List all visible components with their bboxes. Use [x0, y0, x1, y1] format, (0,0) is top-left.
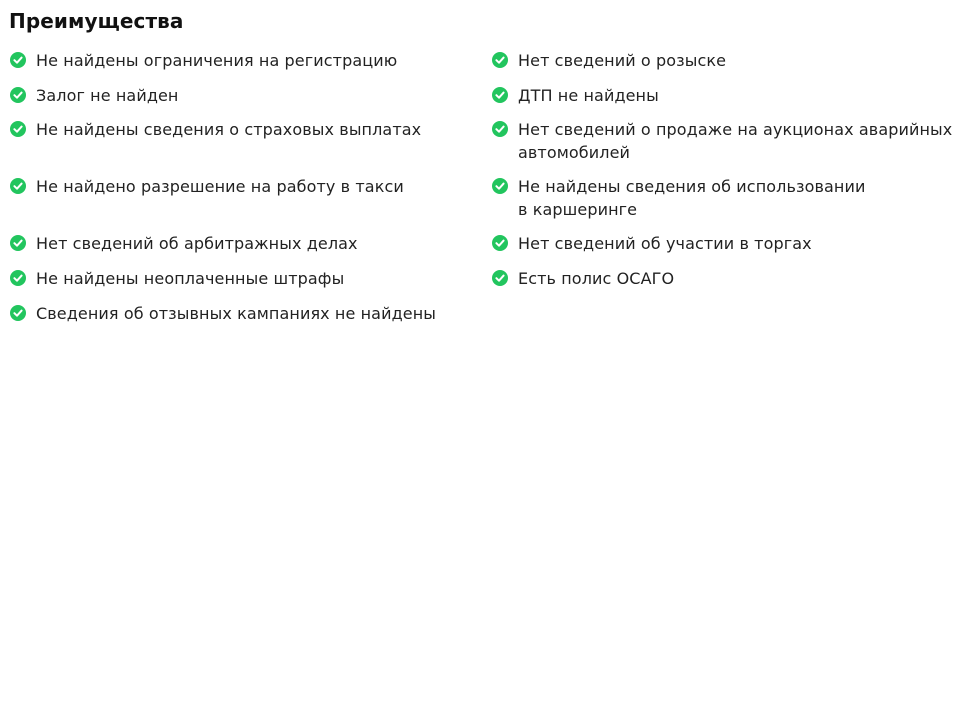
advantage-item-taxi: [10, 175, 404, 198]
advantage-item-accidents: [492, 84, 960, 107]
advantage-label: Не найдены сведения о страховых выплатах: [36, 120, 422, 139]
advantage-label: Нет сведений о продаже на аукционах аварийных автомобилей: [518, 120, 953, 162]
advantage-label: Нет сведений об арбитражных делах: [36, 234, 358, 253]
advantage-label: Не найдены сведения об использовании в каршеринге: [518, 177, 866, 219]
section-title: Преимущества: [9, 9, 184, 33]
advantage-label: Сведения об отзывных кампаниях не найдены: [36, 304, 436, 323]
check-circle-icon: [10, 52, 26, 68]
check-circle-icon: [10, 87, 26, 103]
advantage-item-recalls: [10, 302, 436, 325]
advantage-label: Есть полис ОСАГО: [518, 269, 675, 288]
advantage-item-pledge: [10, 84, 179, 107]
check-circle-icon: [492, 270, 508, 286]
check-circle-icon: [10, 121, 26, 137]
check-circle-icon: [10, 270, 26, 286]
check-circle-icon: [492, 121, 508, 137]
advantage-label: ДТП не найдены: [518, 86, 659, 105]
check-circle-icon: [492, 87, 508, 103]
advantage-item-arbitration: [10, 232, 358, 255]
advantage-item-osago: [492, 267, 960, 290]
advantage-item-trades: [492, 232, 960, 255]
check-circle-icon: [492, 178, 508, 194]
check-circle-icon: [10, 178, 26, 194]
check-circle-icon: [492, 52, 508, 68]
check-circle-icon: [10, 305, 26, 321]
advantage-item-insurance: [10, 118, 421, 141]
advantage-label: Нет сведений об участии в торгах: [518, 234, 812, 253]
advantage-label: Залог не найден: [36, 86, 179, 105]
advantage-label: Не найдены ограничения на регистрацию: [36, 51, 398, 70]
check-circle-icon: [492, 235, 508, 251]
advantage-label: Не найдены неоплаченные штрафы: [36, 269, 345, 288]
advantage-item-carsharing: [492, 175, 960, 221]
advantage-item-auctions: [492, 118, 960, 164]
advantage-label: Нет сведений о розыске: [518, 51, 727, 70]
advantage-label: Не найдено разрешение на работу в такси: [36, 177, 404, 196]
advantage-item-wanted: [492, 49, 960, 72]
advantage-item-fines: [10, 267, 344, 290]
check-circle-icon: [10, 235, 26, 251]
advantage-item-registration: [10, 49, 397, 72]
